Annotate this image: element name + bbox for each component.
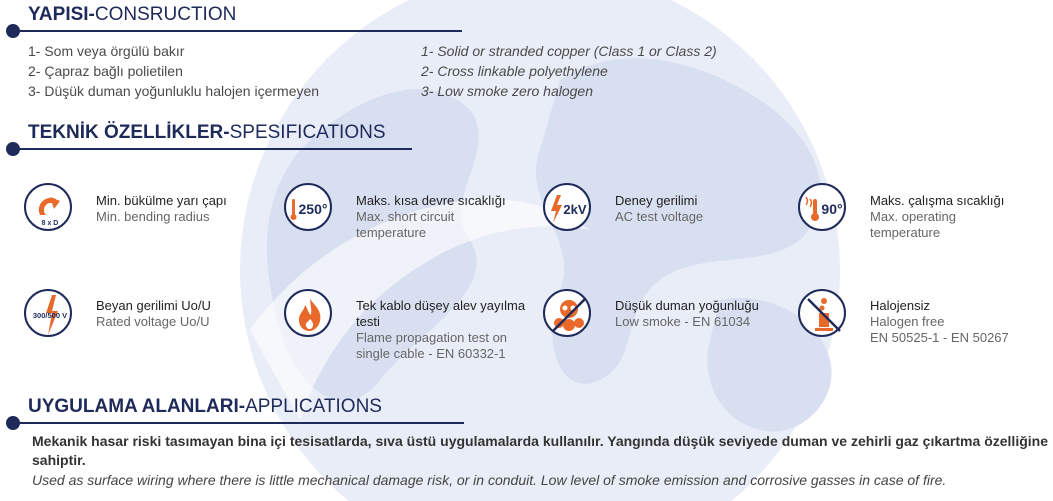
operating-temperature-icon <box>798 183 846 231</box>
svg-text:2kV: 2kV <box>563 202 587 217</box>
construction-item-en-3: 3- Low smoke zero halogen <box>421 83 593 99</box>
applications-text-en: Used as surface wiring where there is little mechanical damage risk, or in conduit. Low level of smoke emission and corrosive gasses in case of fire. <box>32 472 947 488</box>
bending-radius-icon <box>24 183 72 231</box>
spec-operating-temperature: Maks. çalışma sıcaklığı Max. operating temperature <box>870 193 1005 240</box>
spec-bending-radius: Min. bükülme yarı çapı Min. bending radius <box>96 193 227 224</box>
spec-test-voltage: Deney gerilimi AC test voltage <box>615 193 704 224</box>
svg-text:300/500 V: 300/500 V <box>32 311 68 320</box>
low-smoke-icon <box>543 289 591 337</box>
applications-title: UYGULAMA ALANLARI-APPLICATIONS <box>28 396 382 417</box>
specifications-header <box>0 120 470 150</box>
spec-rated-voltage: Beyan gerilimi Uo/U Rated voltage Uo/U <box>96 298 211 329</box>
svg-text:8 x D: 8 x D <box>41 220 59 227</box>
construction-item-tr-3: 3- Düşük duman yoğunluklu halojen içermeyen <box>28 83 320 99</box>
spec-halogen-free: Halojensiz Halogen free EN 50525-1 - EN 50267 <box>870 298 1009 345</box>
rated-voltage-icon <box>24 289 72 337</box>
construction-item-tr-2: 2- Çapraz bağlı polietilen <box>28 63 183 79</box>
construction-item-tr-1: 1- Som veya örgülü bakır <box>28 43 185 59</box>
flame-icon <box>284 289 332 337</box>
svg-text:250°: 250° <box>298 201 328 217</box>
spec-low-smoke: Düşük duman yoğunluğu Low smoke - EN 61034 <box>615 298 759 329</box>
spec-flame-propagation: Tek kablo düşey alev yayılma testi Flame propagation test on single cable - EN 60332-1 <box>356 298 526 361</box>
construction-title: YAPISI-CONSRUCTION <box>28 4 237 25</box>
construction-item-en-1: 1- Solid or stranded copper (Class 1 or Class 2) <box>421 43 717 59</box>
specifications-title: TEKNİK ÖZELLİKLER-SPESIFICATIONS <box>28 122 386 143</box>
halogen-free-icon <box>798 289 846 337</box>
short-circuit-temperature-icon <box>284 183 332 231</box>
construction-item-en-2: 2- Cross linkable polyethylene <box>421 63 608 79</box>
spec-short-circuit-temperature: Maks. kısa devre sıcaklığı Max. short circuit temperature <box>356 193 506 240</box>
construction-header <box>0 2 470 32</box>
applications-text-tr: Mekanik hasar riski tasımayan bina içi tesisatlarda, sıva üstü uygulamalarda kullanılır. Yangında düşük seviyede duman ve zehirli gaz çıkartma özelliğine sahiptir. <box>32 433 1048 468</box>
applications-header <box>0 394 480 424</box>
svg-text:90°: 90° <box>821 201 843 217</box>
test-voltage-icon <box>543 183 591 231</box>
